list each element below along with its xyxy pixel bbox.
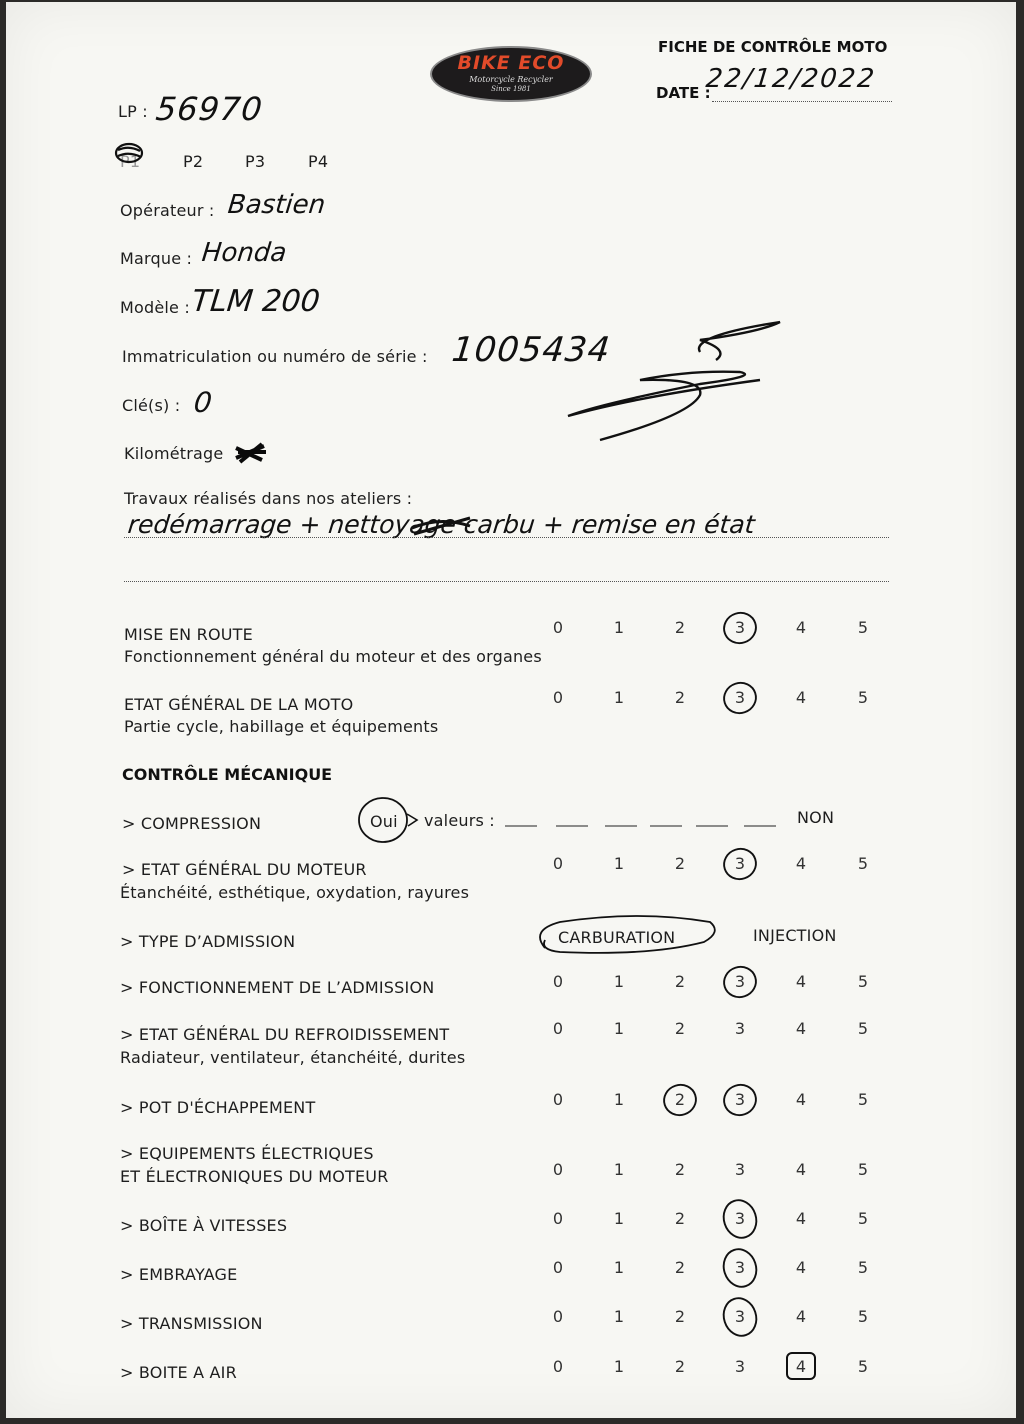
score-option-3: 3 — [734, 688, 746, 707]
model-value: TLM 200 — [190, 284, 322, 319]
mech-row-title: > EMBRAYAGE — [120, 1265, 238, 1284]
score-option-1: 1 — [613, 1258, 625, 1277]
works-line-2 — [124, 580, 889, 582]
score-option-1: 1 — [613, 1209, 625, 1228]
score-option-4: 4 — [795, 618, 807, 637]
keys-label: Clé(s) : — [122, 396, 181, 415]
bike-eco-logo — [430, 46, 592, 102]
score-option-1: 1 — [613, 618, 625, 637]
compression-values-label: valeurs : — [424, 811, 495, 830]
mech-row-title: > TRANSMISSION — [120, 1314, 263, 1333]
score-option-0: 0 — [552, 1209, 564, 1228]
brand-label: Marque : — [120, 249, 193, 268]
lp-label: LP : — [118, 102, 148, 121]
score-option-1: 1 — [613, 854, 625, 873]
score-option-5: 5 — [857, 1357, 869, 1376]
score-option-5: 5 — [857, 1209, 869, 1228]
score-option-4: 4 — [795, 854, 807, 873]
mech-row-title: > BOITE A AIR — [120, 1363, 237, 1382]
mech-row-title: > BOÎTE À VITESSES — [120, 1216, 288, 1235]
mech-row-title: > ETAT GÉNÉRAL DU REFROIDISSEMENT — [120, 1025, 450, 1044]
score-option-1: 1 — [613, 972, 625, 991]
score-option-4: 4 — [795, 1307, 807, 1326]
startup-subtitle: Fonctionnement général du moteur et des organes — [124, 647, 542, 666]
score-option-3: 3 — [734, 854, 746, 873]
logo-tagline: Motorcycle Recycler — [469, 75, 553, 84]
score-option-0: 0 — [552, 854, 564, 873]
score-option-3: 3 — [734, 1307, 746, 1326]
form-title: FICHE DE CONTRÔLE MOTO — [658, 38, 888, 56]
score-option-0: 0 — [552, 1160, 564, 1179]
score-option-3: 3 — [734, 1019, 746, 1038]
model-label: Modèle : — [120, 298, 190, 317]
score-option-0: 0 — [552, 688, 564, 707]
serial-label: Immatriculation ou numéro de série : — [122, 347, 428, 366]
score-option-5: 5 — [857, 1307, 869, 1326]
score-option-0: 0 — [552, 1258, 564, 1277]
mileage-label: Kilométrage — [124, 444, 224, 463]
mech-row-subtitle: ET ÉLECTRONIQUES DU MOTEUR — [120, 1167, 389, 1186]
score-option-4: 4 — [795, 1090, 807, 1109]
score-option-0: 0 — [552, 1019, 564, 1038]
score-option-0: 0 — [552, 1307, 564, 1326]
score-option-2: 2 — [674, 1209, 686, 1228]
score-option-2: 2 — [674, 1307, 686, 1326]
mech-row-title: > POT D'ÉCHAPPEMENT — [120, 1098, 316, 1117]
logo-since: Since 1981 — [491, 85, 531, 93]
p1-label: P1 — [120, 152, 141, 171]
keys-value: 0 — [192, 386, 214, 419]
intake-option-injection: INJECTION — [753, 926, 837, 945]
bike-condition-title: ETAT GÉNÉRAL DE LA MOTO — [124, 695, 354, 714]
works-line-1 — [124, 536, 889, 538]
score-option-5: 5 — [857, 972, 869, 991]
brand-value: Honda — [200, 238, 288, 268]
score-option-0: 0 — [552, 618, 564, 637]
score-option-4: 4 — [795, 972, 807, 991]
engine-title: > ETAT GÉNÉRAL DU MOTEUR — [122, 860, 367, 879]
score-option-1: 1 — [613, 1160, 625, 1179]
score-option-4: 4 — [795, 1258, 807, 1277]
compression-yes: Oui — [370, 812, 398, 831]
startup-title: MISE EN ROUTE — [124, 625, 253, 644]
score-option-0: 0 — [552, 972, 564, 991]
score-option-2: 2 — [674, 1019, 686, 1038]
score-option-1: 1 — [613, 688, 625, 707]
intake-option-carburation: CARBURATION — [558, 928, 676, 947]
score-option-2: 2 — [674, 1258, 686, 1277]
operator-label: Opérateur : — [120, 201, 215, 220]
score-option-5: 5 — [857, 1160, 869, 1179]
score-option-5: 5 — [857, 1090, 869, 1109]
score-option-2: 2 — [674, 1160, 686, 1179]
p3-label: P3 — [245, 152, 266, 171]
score-option-1: 1 — [613, 1307, 625, 1326]
score-option-2: 2 — [674, 1357, 686, 1376]
compression-label: > COMPRESSION — [122, 814, 262, 833]
bike-condition-subtitle: Partie cycle, habillage et équipements — [124, 717, 439, 736]
score-option-1: 1 — [613, 1090, 625, 1109]
score-option-1: 1 — [613, 1357, 625, 1376]
score-option-4: 4 — [795, 1019, 807, 1038]
score-option-4: 4 — [795, 1209, 807, 1228]
score-option-5: 5 — [857, 688, 869, 707]
score-option-4: 4 — [795, 1160, 807, 1179]
serial-value: 1005434 — [449, 330, 613, 370]
score-option-3: 3 — [734, 1090, 746, 1109]
date-value: 22/12/2022 — [704, 64, 878, 94]
date-line — [712, 100, 892, 102]
score-option-2: 2 — [674, 1090, 686, 1109]
score-option-3: 3 — [734, 1357, 746, 1376]
score-option-3: 3 — [734, 1160, 746, 1179]
score-option-1: 1 — [613, 1019, 625, 1038]
operator-value: Bastien — [226, 190, 327, 220]
score-option-2: 2 — [674, 972, 686, 991]
score-option-4: 4 — [795, 688, 807, 707]
date-label: DATE : — [656, 84, 711, 102]
score-option-4: 4 — [795, 1357, 807, 1376]
score-option-5: 5 — [857, 1019, 869, 1038]
score-option-0: 0 — [552, 1090, 564, 1109]
score-option-3: 3 — [734, 972, 746, 991]
p2-label: P2 — [183, 152, 204, 171]
mech-row-subtitle: Radiateur, ventilateur, étanchéité, durites — [120, 1048, 466, 1067]
score-option-2: 2 — [674, 854, 686, 873]
works-value: redémarrage + nettoyage carbu + remise en état — [126, 510, 757, 539]
score-option-5: 5 — [857, 854, 869, 873]
intake-type-label: > TYPE D’ADMISSION — [120, 932, 296, 951]
engine-subtitle: Étanchéité, esthétique, oxydation, rayures — [120, 883, 470, 902]
mechanical-heading: CONTRÔLE MÉCANIQUE — [122, 765, 333, 784]
score-option-3: 3 — [734, 1209, 746, 1228]
score-option-2: 2 — [674, 618, 686, 637]
works-label: Travaux réalisés dans nos ateliers : — [124, 489, 413, 508]
score-option-5: 5 — [857, 1258, 869, 1277]
logo-name: BIKE ECO — [457, 52, 565, 74]
p4-label: P4 — [308, 152, 329, 171]
mech-row-title: > FONCTIONNEMENT DE L’ADMISSION — [120, 978, 435, 997]
score-option-3: 3 — [734, 1258, 746, 1277]
mech-row-title: > EQUIPEMENTS ÉLECTRIQUES — [120, 1144, 374, 1163]
score-option-3: 3 — [734, 618, 746, 637]
lp-value: 56970 — [154, 90, 265, 128]
compression-no: NON — [797, 808, 835, 827]
score-option-2: 2 — [674, 688, 686, 707]
score-option-0: 0 — [552, 1357, 564, 1376]
score-option-5: 5 — [857, 618, 869, 637]
